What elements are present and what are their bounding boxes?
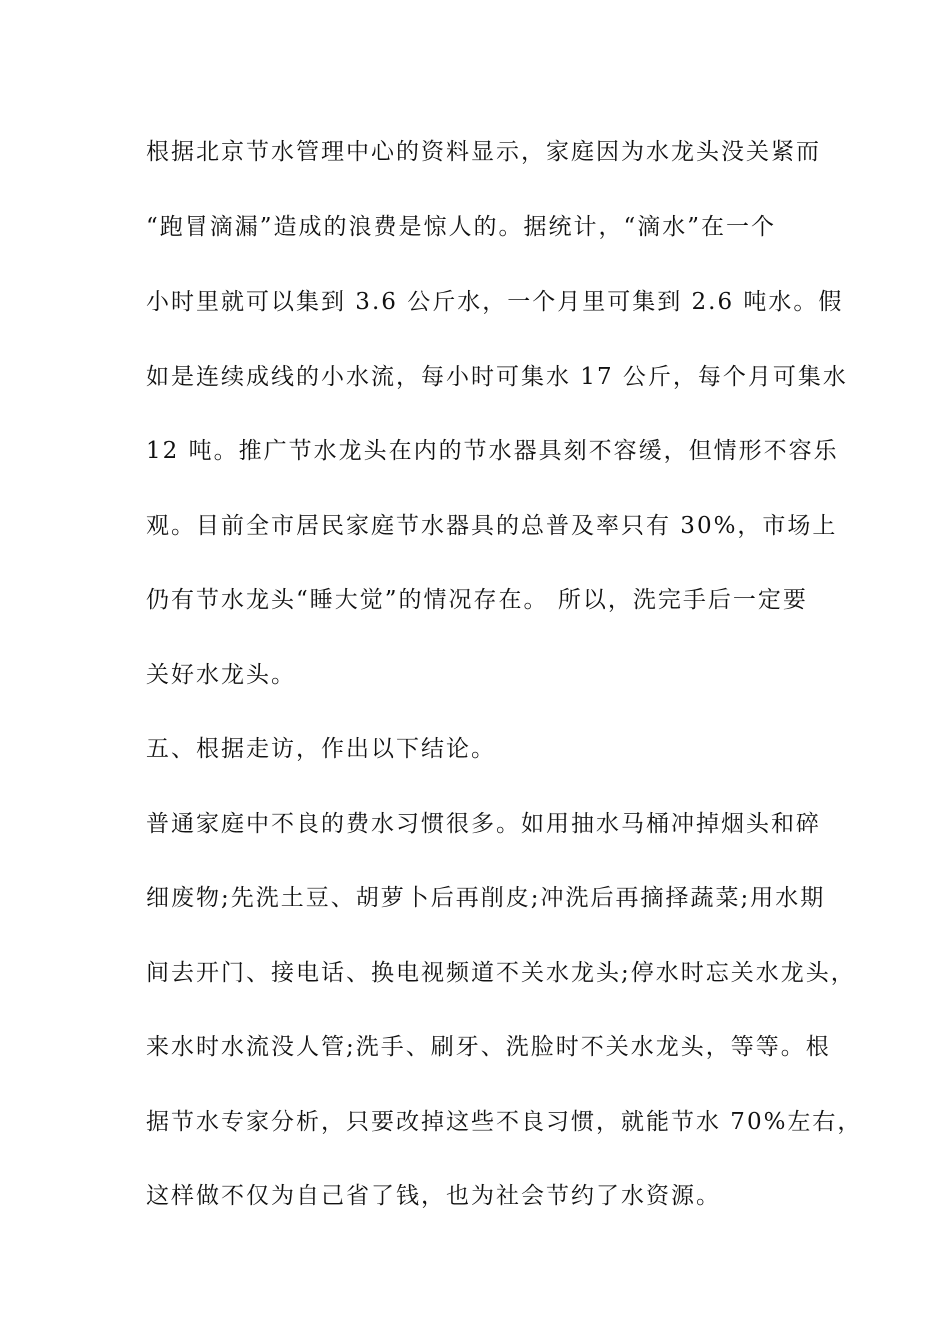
text-line: 间去开门、接电话、换电视频道不关水龙头;停水时忘关水龙头， <box>146 960 856 986</box>
text-line: 如是连续成线的小水流，每小时可集水 17 公斤，每个月可集水 <box>146 364 848 390</box>
text-line: 观。目前全市居民家庭节水器具的总普及率只有 30%，市场上 <box>146 513 838 539</box>
text-line: 小时里就可以集到 3.6 公斤水，一个月里可集到 2.6 吨水。假 <box>146 289 844 315</box>
section-heading: 五、根据走访，作出以下结论。 <box>146 736 496 762</box>
text-line: 根据北京节水管理中心的资料显示，家庭因为水龙头没关紧而 <box>146 139 821 165</box>
text-line: 来水时水流没人管;洗手、刷牙、洗脸时不关水龙头，等等。根 <box>146 1034 831 1060</box>
text-line: 普通家庭中不良的费水习惯很多。如用抽水马桶冲掉烟头和碎 <box>146 811 821 837</box>
text-line: “跑冒滴漏”造成的浪费是惊人的。据统计，“滴水”在一个 <box>146 214 777 240</box>
text-line: 这样做不仅为自己省了钱，也为社会节约了水资源。 <box>146 1183 721 1209</box>
text-line: 仍有节水龙头“睡大觉”的情况存在。 所以，洗完手后一定要 <box>146 587 808 613</box>
text-line: 据节水专家分析，只要改掉这些不良习惯，就能节水 70%左右， <box>146 1109 863 1135</box>
text-line: 关好水龙头。 <box>146 662 296 688</box>
text-line: 12 吨。推广节水龙头在内的节水器具刻不容缓，但情形不容乐 <box>146 438 839 464</box>
text-line: 细废物;先洗土豆、胡萝卜后再削皮;冲洗后再摘择蔬菜;用水期 <box>146 885 826 911</box>
